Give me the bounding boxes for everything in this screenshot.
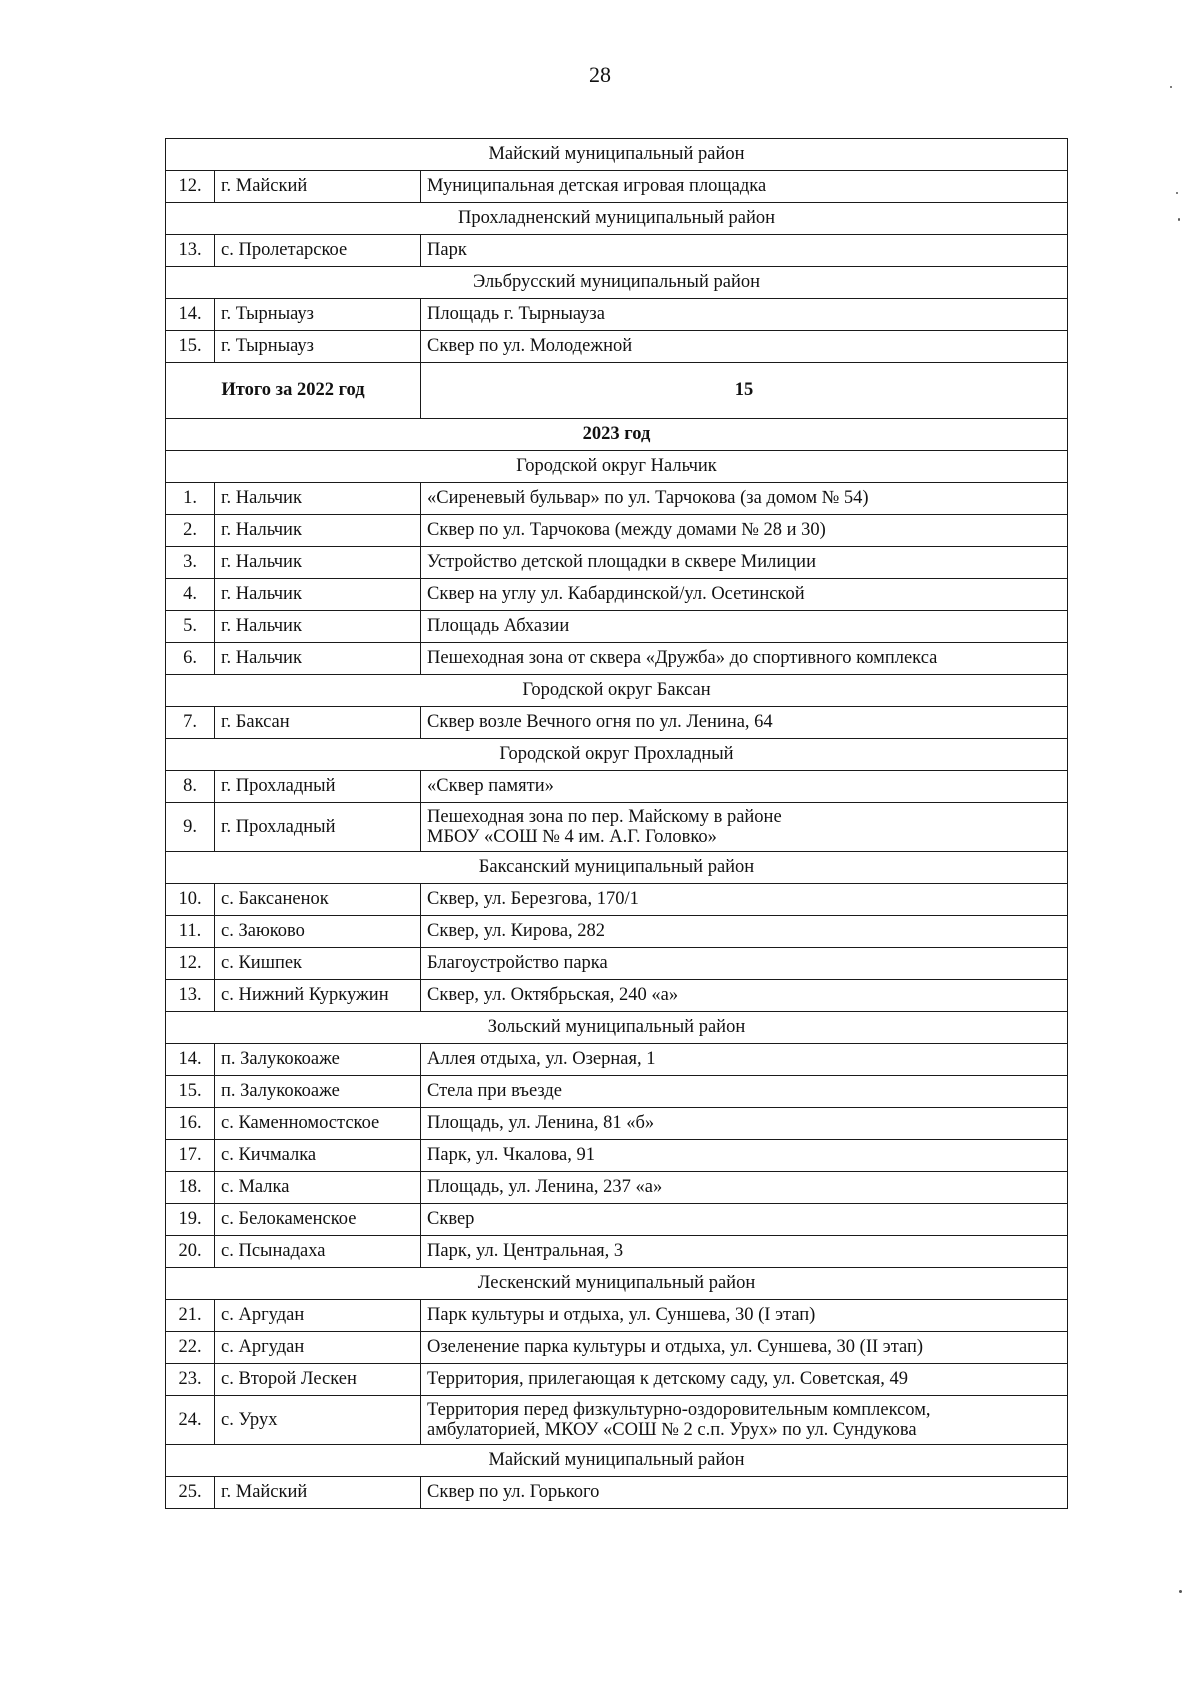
row-place: г. Баксан [215, 707, 421, 739]
row-number: 12. [166, 171, 215, 203]
table-row [166, 1300, 1068, 1332]
row-place: с. Малка [215, 1172, 421, 1204]
section-row [166, 675, 1068, 707]
row-number: 22. [166, 1332, 215, 1364]
table-row [166, 643, 1068, 675]
section-row [166, 739, 1068, 771]
row-number: 15. [166, 1076, 215, 1108]
row-place: г. Тырныауз [215, 331, 421, 363]
row-place: п. Залукокоаже [215, 1044, 421, 1076]
total-label: Итого за 2022 год [166, 363, 421, 419]
row-place: с. Аргудан [215, 1332, 421, 1364]
row-place: г. Прохладный [215, 771, 421, 803]
row-object: Сквер, ул. Октябрьская, 240 «а» [421, 980, 1068, 1012]
row-object: Муниципальная детская игровая площадка [421, 171, 1068, 203]
row-place: с. Каменномостское [215, 1108, 421, 1140]
row-number: 20. [166, 1236, 215, 1268]
table-row [166, 884, 1068, 916]
row-object: Парк, ул. Центральная, 3 [421, 1236, 1068, 1268]
row-number: 19. [166, 1204, 215, 1236]
table-row [166, 483, 1068, 515]
row-number: 12. [166, 948, 215, 980]
page-number: 28 [589, 62, 611, 87]
row-object: Пешеходная зона от сквера «Дружба» до спортивного комплекса [421, 643, 1068, 675]
row-object: Устройство детской площадки в сквере Милиции [421, 547, 1068, 579]
row-object: Парк культуры и отдыха, ул. Суншева, 30 (I этап) [421, 1300, 1068, 1332]
row-object-line: Территория перед физкультурно-оздоровительным комплексом, [427, 1399, 931, 1420]
row-number: 4. [166, 579, 215, 611]
table-row [166, 1396, 1068, 1445]
row-object: Парк [421, 235, 1068, 267]
total-value: 15 [421, 363, 1068, 419]
section-row [166, 267, 1068, 299]
row-number: 16. [166, 1108, 215, 1140]
table-row [166, 1108, 1068, 1140]
row-place: с. Кичмалка [215, 1140, 421, 1172]
table-row [166, 1044, 1068, 1076]
section-title: Зольский муниципальный район [166, 1012, 1068, 1044]
row-number: 24. [166, 1396, 215, 1445]
row-object: Сквер, ул. Кирова, 282 [421, 916, 1068, 948]
row-object: Сквер на углу ул. Кабардинской/ул. Осетинской [421, 579, 1068, 611]
row-number: 21. [166, 1300, 215, 1332]
row-number: 9. [166, 803, 215, 852]
row-object: Площадь, ул. Ленина, 237 «а» [421, 1172, 1068, 1204]
section-title: Баксанский муниципальный район [166, 852, 1068, 884]
row-object: Площадь, ул. Ленина, 81 «б» [421, 1108, 1068, 1140]
section-row [166, 852, 1068, 884]
section-title: Майский муниципальный район [166, 1445, 1068, 1477]
table-row [166, 1236, 1068, 1268]
table-row [166, 1332, 1068, 1364]
table-row [166, 1140, 1068, 1172]
year-header: 2023 год [166, 419, 1068, 451]
row-place: г. Нальчик [215, 547, 421, 579]
row-number: 23. [166, 1364, 215, 1396]
table-row [166, 171, 1068, 203]
row-object: Площадь Абхазии [421, 611, 1068, 643]
table-row [166, 1364, 1068, 1396]
table-row [166, 771, 1068, 803]
table-row [166, 1477, 1068, 1509]
row-object: Сквер [421, 1204, 1068, 1236]
year-row [166, 419, 1068, 451]
row-place: г. Нальчик [215, 483, 421, 515]
section-title: Эльбрусский муниципальный район [166, 267, 1068, 299]
row-object [421, 1396, 1068, 1445]
row-number: 5. [166, 611, 215, 643]
section-title: Городской округ Нальчик [166, 451, 1068, 483]
row-place: с. Урух [215, 1396, 421, 1445]
row-place: с. Псынадаха [215, 1236, 421, 1268]
row-number: 1. [166, 483, 215, 515]
row-place: г. Тырныауз [215, 299, 421, 331]
table-row [166, 547, 1068, 579]
section-row [166, 203, 1068, 235]
row-place: с. Белокаменское [215, 1204, 421, 1236]
row-place: г. Нальчик [215, 515, 421, 547]
row-number: 11. [166, 916, 215, 948]
row-number: 18. [166, 1172, 215, 1204]
row-number: 8. [166, 771, 215, 803]
row-object: Аллея отдыха, ул. Озерная, 1 [421, 1044, 1068, 1076]
section-title: Майский муниципальный район [166, 139, 1068, 171]
section-row [166, 451, 1068, 483]
row-number: 7. [166, 707, 215, 739]
row-place: г. Нальчик [215, 579, 421, 611]
row-place: г. Прохладный [215, 803, 421, 852]
section-row [166, 1268, 1068, 1300]
row-object: Озеленение парка культуры и отдыха, ул. Суншева, 30 (II этап) [421, 1332, 1068, 1364]
row-place: с. Аргудан [215, 1300, 421, 1332]
row-object-line: амбулаторией, МКОУ «СОШ № 2 с.п. Урух» по ул. Сундукова [427, 1420, 917, 1440]
table-row [166, 916, 1068, 948]
table-row [166, 1076, 1068, 1108]
table-row [166, 331, 1068, 363]
row-place: с. Баксаненок [215, 884, 421, 916]
row-place: г. Майский [215, 171, 421, 203]
row-place: с. Заюково [215, 916, 421, 948]
row-object: Благоустройство парка [421, 948, 1068, 980]
table-row [166, 299, 1068, 331]
row-number: 3. [166, 547, 215, 579]
row-number: 6. [166, 643, 215, 675]
section-title: Городской округ Прохладный [166, 739, 1068, 771]
table-row [166, 515, 1068, 547]
row-place: г. Нальчик [215, 643, 421, 675]
row-number: 17. [166, 1140, 215, 1172]
section-row [166, 1445, 1068, 1477]
row-place: г. Нальчик [215, 611, 421, 643]
row-number: 15. [166, 331, 215, 363]
row-number: 10. [166, 884, 215, 916]
section-row [166, 139, 1068, 171]
objects-table [165, 138, 1068, 1509]
row-object [421, 803, 1068, 852]
table-row [166, 980, 1068, 1012]
row-object-line: МБОУ «СОШ № 4 им. А.Г. Головко» [427, 827, 717, 847]
total-row [166, 363, 1068, 419]
row-object: Сквер по ул. Горького [421, 1477, 1068, 1509]
section-title: Прохладненский муниципальный район [166, 203, 1068, 235]
row-object: Территория, прилегающая к детскому саду, ул. Советская, 49 [421, 1364, 1068, 1396]
section-row [166, 1012, 1068, 1044]
row-object: Парк, ул. Чкалова, 91 [421, 1140, 1068, 1172]
row-place: с. Нижний Куркужин [215, 980, 421, 1012]
table-row [166, 1172, 1068, 1204]
row-number: 13. [166, 235, 215, 267]
table-row [166, 707, 1068, 739]
row-number: 14. [166, 1044, 215, 1076]
row-place: г. Майский [215, 1477, 421, 1509]
row-place: с. Пролетарское [215, 235, 421, 267]
section-title: Лескенский муниципальный район [166, 1268, 1068, 1300]
row-number: 2. [166, 515, 215, 547]
row-object: Стела при въезде [421, 1076, 1068, 1108]
table-row [166, 235, 1068, 267]
row-object: Сквер, ул. Березгова, 170/1 [421, 884, 1068, 916]
row-place: п. Залукокоаже [215, 1076, 421, 1108]
row-object: Сквер по ул. Тарчокова (между домами № 28 и 30) [421, 515, 1068, 547]
row-place: с. Кишпек [215, 948, 421, 980]
row-object: Сквер возле Вечного огня по ул. Ленина, 64 [421, 707, 1068, 739]
row-number: 13. [166, 980, 215, 1012]
row-number: 14. [166, 299, 215, 331]
section-title: Городской округ Баксан [166, 675, 1068, 707]
table-row [166, 803, 1068, 852]
row-object-line: Пешеходная зона по пер. Майскому в районе [427, 806, 782, 827]
row-object: «Сквер памяти» [421, 771, 1068, 803]
table-row [166, 611, 1068, 643]
row-object: Сквер по ул. Молодежной [421, 331, 1068, 363]
row-object: Площадь г. Тырныауза [421, 299, 1068, 331]
table-row [166, 579, 1068, 611]
row-place: с. Второй Лескен [215, 1364, 421, 1396]
row-object: «Сиреневый бульвар» по ул. Тарчокова (за домом № 54) [421, 483, 1068, 515]
row-number: 25. [166, 1477, 215, 1509]
table-row [166, 948, 1068, 980]
table-row [166, 1204, 1068, 1236]
